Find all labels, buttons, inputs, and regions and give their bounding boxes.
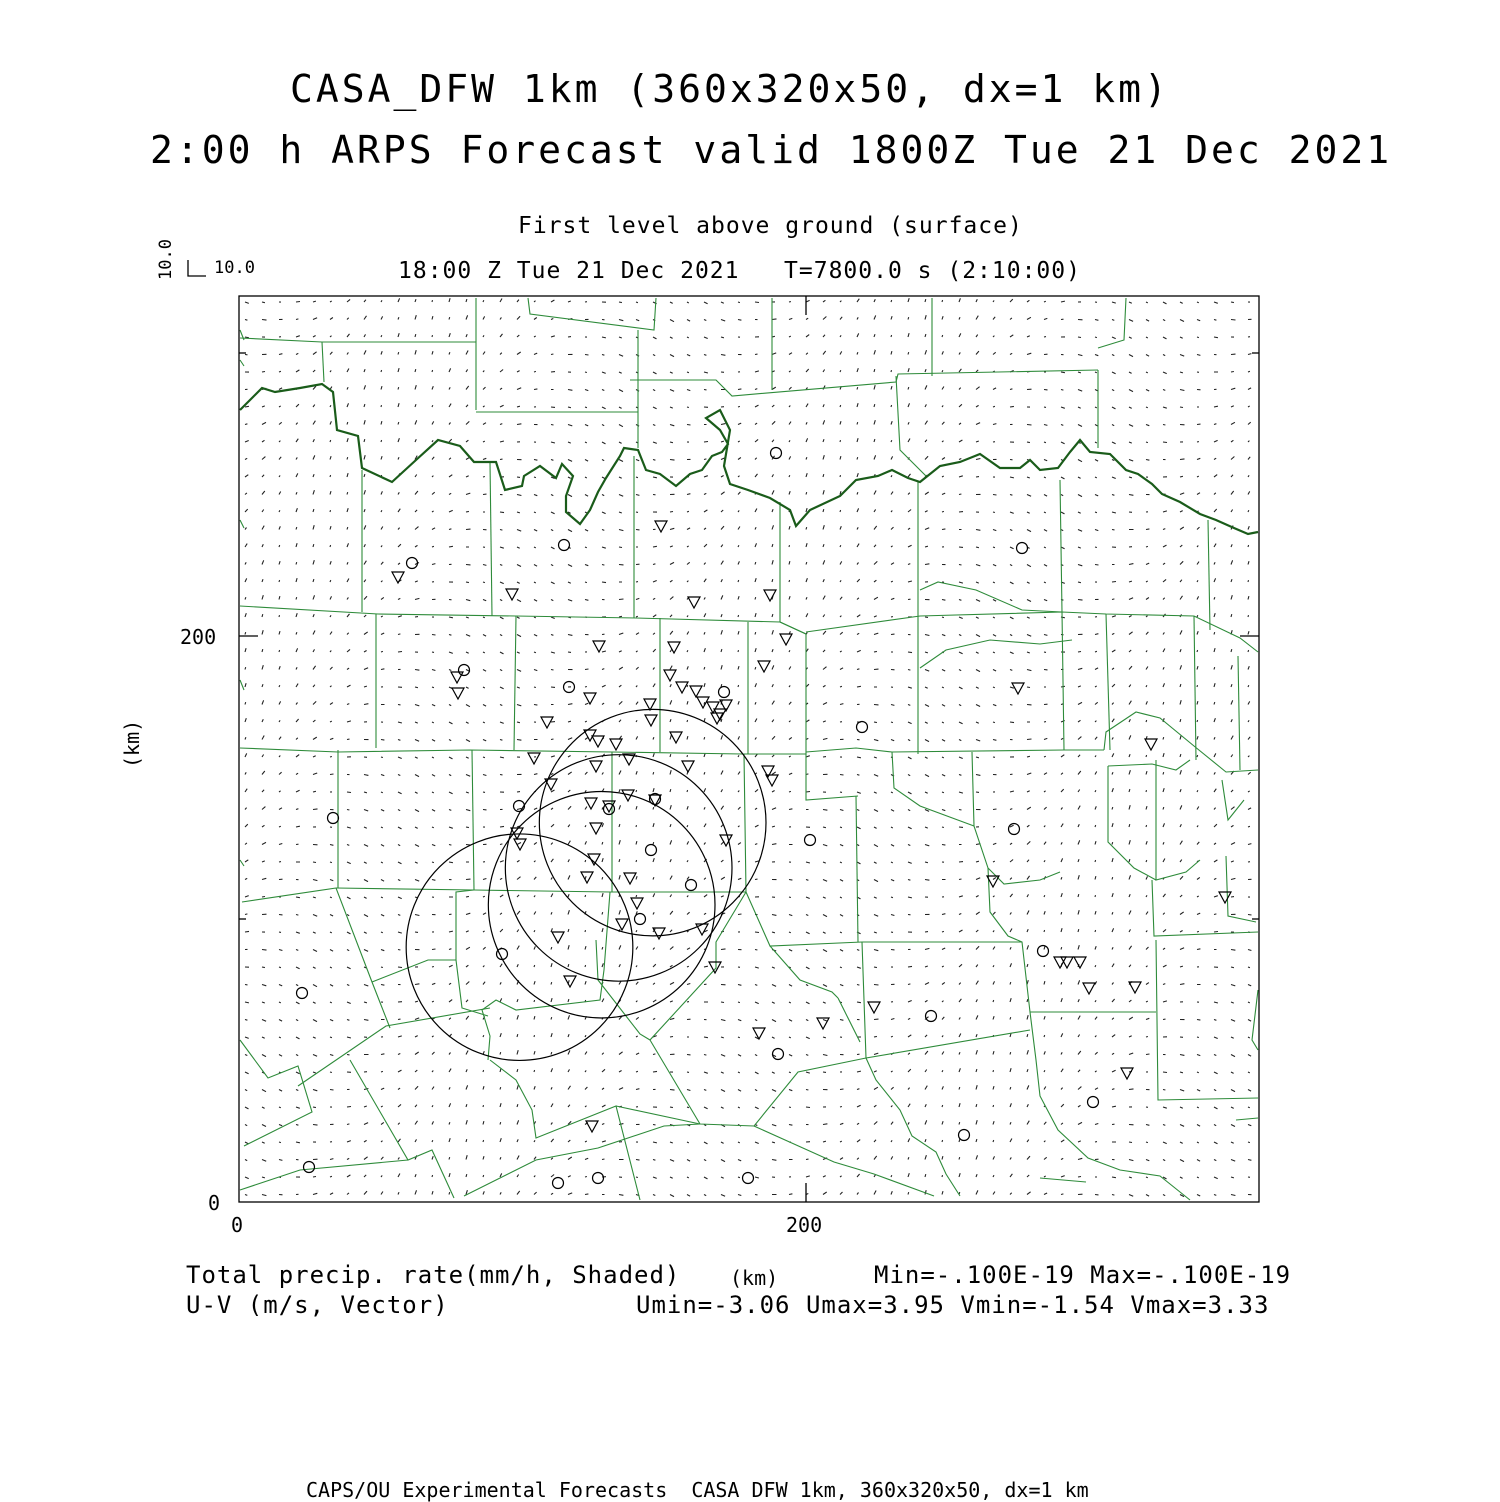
- station-triangle-marker: [1083, 983, 1095, 994]
- county-line: [630, 370, 1098, 396]
- station-circle-marker: [514, 801, 525, 812]
- station-circle-marker: [1009, 824, 1020, 835]
- station-circle-marker: [553, 1178, 564, 1189]
- plot-frame: [239, 296, 1259, 1202]
- y-axis-label: (km): [120, 719, 144, 768]
- county-line: [336, 888, 390, 1028]
- county-line: [1108, 766, 1156, 880]
- station-triangle-marker: [664, 670, 676, 681]
- county-line: [322, 342, 324, 382]
- county-line: [1238, 656, 1240, 770]
- county-line: [240, 680, 244, 690]
- county-line: [242, 888, 336, 902]
- county-line: [1208, 520, 1210, 630]
- county-line: [240, 520, 244, 528]
- station-triangle-marker: [1074, 957, 1086, 968]
- county-line: [754, 1058, 934, 1196]
- county-line: [240, 860, 244, 866]
- station-triangle-marker: [624, 873, 636, 884]
- station-triangle-marker: [610, 739, 622, 750]
- county-line: [456, 960, 488, 1016]
- county-line: [350, 1060, 454, 1198]
- station-circle-marker: [1038, 946, 1049, 957]
- y-tick-label-0: 0: [208, 1191, 221, 1215]
- station-triangle-marker: [616, 919, 628, 930]
- station-circle-marker: [771, 448, 782, 459]
- station-circle-marker: [926, 1011, 937, 1022]
- county-line: [240, 360, 244, 366]
- station-triangle-marker: [506, 589, 518, 600]
- station-triangle-marker: [588, 854, 600, 865]
- county-line: [770, 946, 838, 998]
- station-triangle-marker: [758, 661, 770, 672]
- county-line: [1222, 780, 1244, 820]
- county-line: [896, 376, 926, 476]
- station-triangle-marker: [655, 521, 667, 532]
- valid-time-label: 18:00 Z Tue 21 Dec 2021 T=7800.0 s (2:10:00): [398, 258, 1081, 284]
- station-circle-marker: [959, 1130, 970, 1141]
- station-triangle-marker: [682, 761, 694, 772]
- station-circle-marker: [1017, 543, 1028, 554]
- county-line: [616, 1106, 700, 1124]
- county-line: [1156, 760, 1200, 880]
- ref-vector-v-label: 10.0: [156, 239, 176, 280]
- county-line: [372, 890, 474, 982]
- x-tick-label-200: 200: [786, 1213, 823, 1237]
- county-line: [1104, 712, 1258, 772]
- county-line: [1252, 990, 1258, 1050]
- station-triangle-marker: [514, 839, 526, 850]
- county-line: [490, 1060, 640, 1200]
- x-tick-label-0: 0: [231, 1213, 244, 1237]
- ref-vector-u-label: 10.0: [214, 258, 255, 278]
- county-line: [240, 1040, 312, 1146]
- county-line: [1152, 880, 1258, 936]
- county-line: [1236, 1118, 1258, 1120]
- y-tick-label-200: 200: [180, 625, 217, 649]
- county-line: [780, 502, 858, 800]
- county-boundaries: [240, 298, 1258, 1200]
- station-triangle-marker: [707, 702, 719, 713]
- station-triangle-marker: [581, 872, 593, 883]
- county-line: [650, 892, 754, 1126]
- county-line: [806, 748, 1104, 752]
- county-line: [1060, 480, 1064, 750]
- station-triangle-marker: [764, 590, 776, 601]
- station-circle-marker: [773, 1049, 784, 1060]
- station-triangle-marker: [593, 641, 605, 652]
- county-line: [464, 1124, 700, 1196]
- county-line: [1194, 616, 1196, 760]
- station-triangle-marker: [631, 898, 643, 909]
- station-triangle-marker: [564, 976, 576, 987]
- station-triangle-marker: [592, 736, 604, 747]
- county-line: [856, 796, 858, 942]
- county-line: [1098, 298, 1126, 348]
- station-markers-circle: [297, 448, 1099, 1189]
- station-circle-marker: [857, 722, 868, 733]
- station-triangle-marker: [690, 686, 702, 697]
- station-triangle-marker: [584, 693, 596, 704]
- station-triangle-marker: [552, 932, 564, 943]
- radar-ring: [539, 709, 766, 936]
- county-line: [866, 1058, 960, 1196]
- state-border-red-river: [240, 384, 1258, 534]
- x-axis-label: (km): [730, 1266, 779, 1290]
- station-circle-marker: [328, 813, 339, 824]
- station-circle-marker: [559, 540, 570, 551]
- field2-stats: Umin=-3.06 Umax=3.95 Vmin=-1.54 Vmax=3.33: [636, 1291, 1270, 1319]
- county-line: [744, 754, 1022, 946]
- level-label: First level above ground (surface): [518, 213, 1023, 239]
- station-triangle-marker: [1219, 892, 1231, 903]
- station-triangle-marker: [644, 699, 656, 710]
- station-circle-marker: [593, 1173, 604, 1184]
- county-line: [1156, 940, 1258, 1100]
- field1-stats: Min=-.100E-19 Max=-.100E-19: [874, 1261, 1292, 1289]
- county-line: [972, 752, 1060, 884]
- field2-label: U-V (m/s, Vector): [186, 1291, 449, 1319]
- station-triangle-marker: [753, 1028, 765, 1039]
- county-line: [806, 612, 1258, 652]
- station-triangle-marker: [868, 1002, 880, 1013]
- county-line: [298, 1008, 490, 1086]
- title-line-2: 2:00 h ARPS Forecast valid 1800Z Tue 21 Dec 2021: [150, 128, 1393, 172]
- county-line: [514, 616, 516, 750]
- county-line: [862, 942, 1030, 1058]
- station-circle-marker: [646, 845, 657, 856]
- county-line: [1108, 760, 1190, 770]
- station-circle-marker: [407, 558, 418, 569]
- station-triangle-marker: [451, 672, 463, 683]
- radar-ring: [406, 834, 633, 1061]
- radar-ring: [505, 755, 732, 982]
- station-circle-marker: [686, 880, 697, 891]
- station-triangle-marker: [676, 682, 688, 693]
- station-triangle-marker: [590, 823, 602, 834]
- station-circle-marker: [297, 988, 308, 999]
- station-circle-marker: [719, 687, 730, 698]
- county-line: [596, 940, 650, 1040]
- station-circle-marker: [1088, 1097, 1099, 1108]
- station-triangle-marker: [696, 924, 708, 935]
- county-line: [988, 868, 1156, 1012]
- station-circle-marker: [805, 835, 816, 846]
- station-circle-marker: [743, 1173, 754, 1184]
- station-circle-marker: [304, 1162, 315, 1173]
- county-line: [1226, 856, 1256, 922]
- county-line: [1030, 1012, 1190, 1200]
- county-line: [920, 640, 1072, 668]
- station-triangle-marker: [1121, 1068, 1133, 1079]
- credit-line: CAPS/OU Experimental Forecasts CASA DFW 1km, 360x320x50, dx=1 km: [306, 1478, 1089, 1502]
- station-circle-marker: [635, 914, 646, 925]
- station-triangle-marker: [709, 962, 721, 973]
- field1-label: Total precip. rate(mm/h, Shaded): [186, 1261, 681, 1289]
- axis-ticks: [239, 296, 1259, 1202]
- county-line: [240, 338, 476, 410]
- radar-coverage-rings: [406, 709, 766, 1060]
- station-triangle-marker: [528, 753, 540, 764]
- station-triangle-marker: [1145, 739, 1157, 750]
- county-line: [240, 606, 806, 634]
- county-line: [472, 750, 474, 890]
- station-triangle-marker: [645, 715, 657, 726]
- station-triangle-marker: [670, 732, 682, 743]
- station-triangle-marker: [452, 688, 464, 699]
- county-line: [336, 888, 746, 892]
- county-line: [240, 1160, 408, 1190]
- station-triangle-marker: [603, 801, 615, 812]
- station-triangle-marker: [392, 572, 404, 583]
- station-triangle-marker: [780, 634, 792, 645]
- county-line: [892, 752, 974, 826]
- county-line: [240, 748, 806, 754]
- county-line: [490, 462, 492, 616]
- title-line-1: CASA_DFW 1km (360x320x50, dx=1 km): [290, 67, 1170, 111]
- county-line: [1040, 1178, 1086, 1182]
- station-triangle-marker: [590, 761, 602, 772]
- station-triangle-marker: [1012, 683, 1024, 694]
- county-line: [920, 582, 1062, 612]
- station-triangle-marker: [688, 597, 700, 608]
- station-triangle-marker: [1129, 982, 1141, 993]
- reference-vector-glyph: [188, 260, 206, 276]
